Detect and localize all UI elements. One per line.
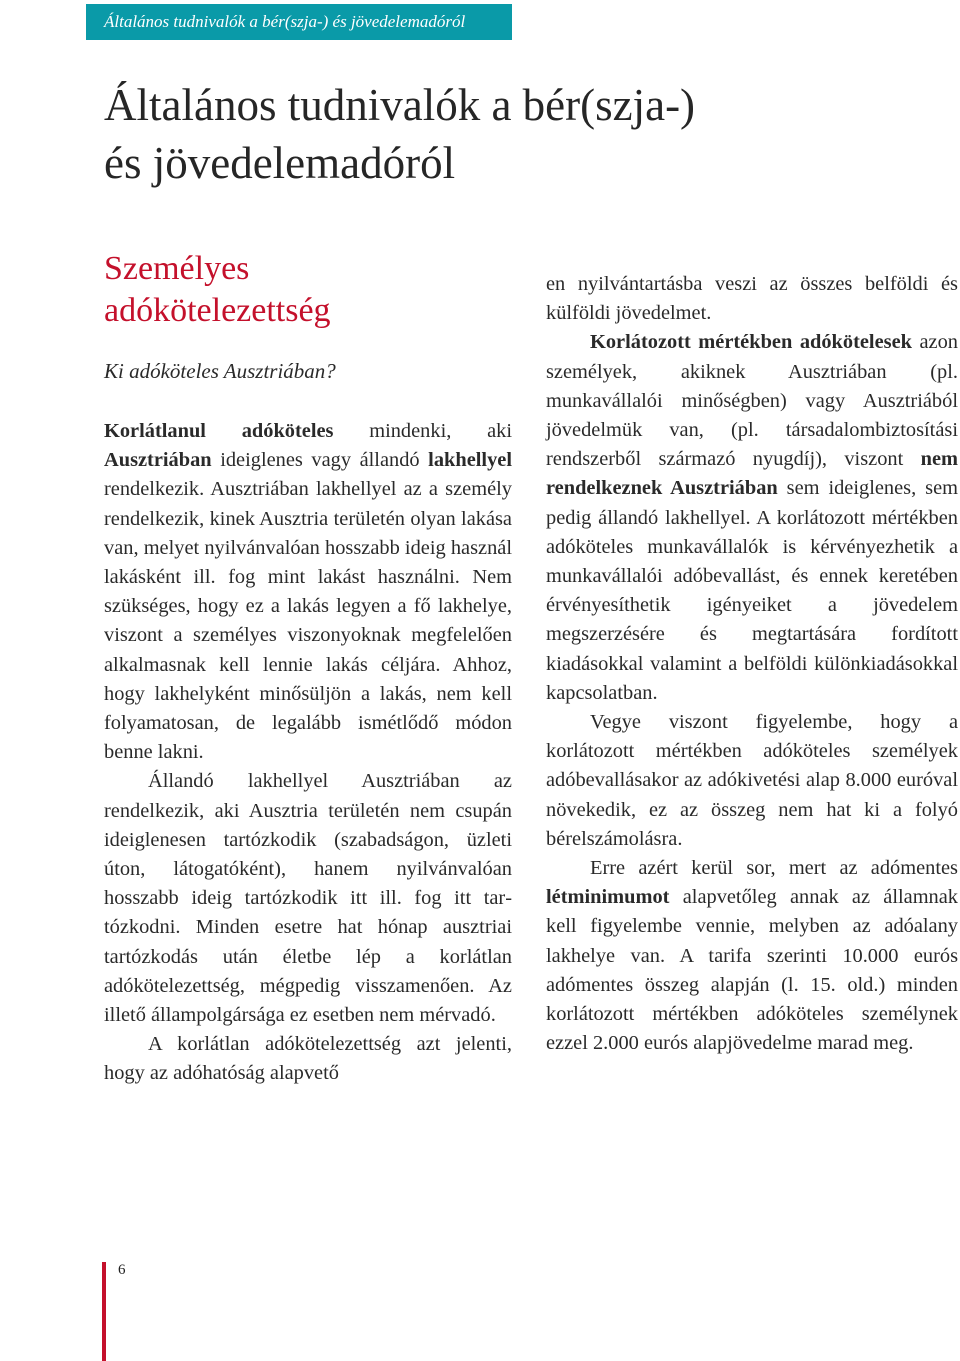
paragraph-text: sem ideiglenes, sem pedig állandó lakhellyel. A korlátozott mértékben adóköteles munkavállalók is kérvényezhetik a munkavállalói adóbevallást, és ennek keretében érvényesíthetik igényeiket a jövedelem megszerzésére és megtartására fordított kiadásokkal valamint a belföldi különkiadásokkal kapcsolatban.	[546, 477, 958, 704]
right-paragraph-1: en nyilvántartásba veszi az összes belföldi és külföldi jövedelmet.	[546, 273, 958, 325]
bold-term: nem rendelkeznek Ausztriában	[546, 448, 958, 500]
paragraph-text: azon személyek, akiknek Ausztriában (pl. munkavállalói minőségben) vagy Ausztriából jövedelmük van, (pl. társadalombiztosítási rendszerből származó nyugdíj), viszont	[546, 331, 959, 471]
right-column	[546, 270, 958, 1058]
right-paragraph-2	[546, 328, 958, 708]
left-paragraph-3: A korlátlan adókötelezettség azt jelenti, hogy az adóhatóság alapvető	[104, 1033, 512, 1085]
bold-term: lakhellyel	[428, 449, 512, 472]
section-heading-line-1: Személyes	[104, 250, 250, 287]
paragraph-text: rendelkezik. Ausztriában lakhellyel az a személy rendelkezik, kinek Ausztria területén olyan lakása van, melyet nyilvánvalóan hosszabb ideig használ lakásként ill. fog mint lakást használni. Nem szükséges, hogy ez a lakás legyen a fő lakhelye, viszont a személyes viszonyoknak megfelelően alkalmasnak kell lennie lakás céljára. Ahhoz, hogy lakhelyként minősüljön a lakás, nem kell folyamatosan, de legalább ismétlődő módon benne lakni.	[104, 478, 512, 764]
paragraph-text: mindenki, aki	[333, 420, 512, 442]
left-paragraph-1	[104, 417, 512, 767]
right-paragraph-3: Vegye viszont figyelembe, hogy a korlátozott mértékben adóköteles személyek adóbevallásakor az adókivetési alap 8.000 euróval növekedik, ez az összeg nem hat ki a folyó bérelszámolásra.	[546, 711, 958, 850]
section-heading	[104, 248, 504, 332]
left-paragraph-2: Állandó lakhellyel Ausztriában az rendelkezik, aki Ausztria területén nem csupán ideiglenesen tartózkodik (szabadságon, üzleti úton, látogatóként), hanem nyilvánvalóan hosszabb ideig tartózkodik itt ill. fog itt tartózkodni. Minden esetre hat hónap ausztriai tartózkodás után életbe lép a korlátlan adókötelezettség, mégpedig visszamenően. Az illető állampolgársága ez esetben nem mérvadó.	[104, 770, 512, 1027]
page-title	[104, 76, 904, 192]
bold-term: létminimumot	[546, 886, 670, 909]
page-title-line-1: Általános tudnivalók a bér(szja-)	[104, 80, 696, 130]
bold-term: Ausztriában	[104, 449, 212, 472]
running-header-title: Általános tudnivalók a bér(szja-) és jövedelemadóról	[104, 12, 466, 31]
footer-rule	[102, 1262, 106, 1361]
page-number: 6	[118, 1262, 126, 1278]
bold-term: Korlátozott mértékben adókötelesek	[590, 331, 912, 354]
bold-term: Korlátlanul adóköteles	[104, 420, 334, 442]
left-column	[104, 417, 512, 1089]
page-title-line-2: és jövedelemadóról	[104, 138, 456, 188]
section-question: Ki adóköteles Ausztriában?	[104, 359, 336, 383]
paragraph-text: Erre azért kerül sor, mert az adómentes	[590, 857, 958, 880]
section-heading-line-2: adókötelezettség	[104, 292, 331, 329]
running-header	[86, 4, 512, 40]
paragraph-text: ideiglenes vagy állandó	[211, 449, 429, 472]
right-paragraph-4	[546, 854, 958, 1058]
paragraph-text: alapvetőleg annak az államnak kell figyelembe vennie, melyben az adóalany lakhelye van. A tarifa szerinti 10.000 eurós adómentes összeg alapján (l. 15. old.) minden korlátozott mértékben adóköteles személynek ezzel 2.000 eurós alapjövedelme marad meg.	[546, 886, 958, 1055]
